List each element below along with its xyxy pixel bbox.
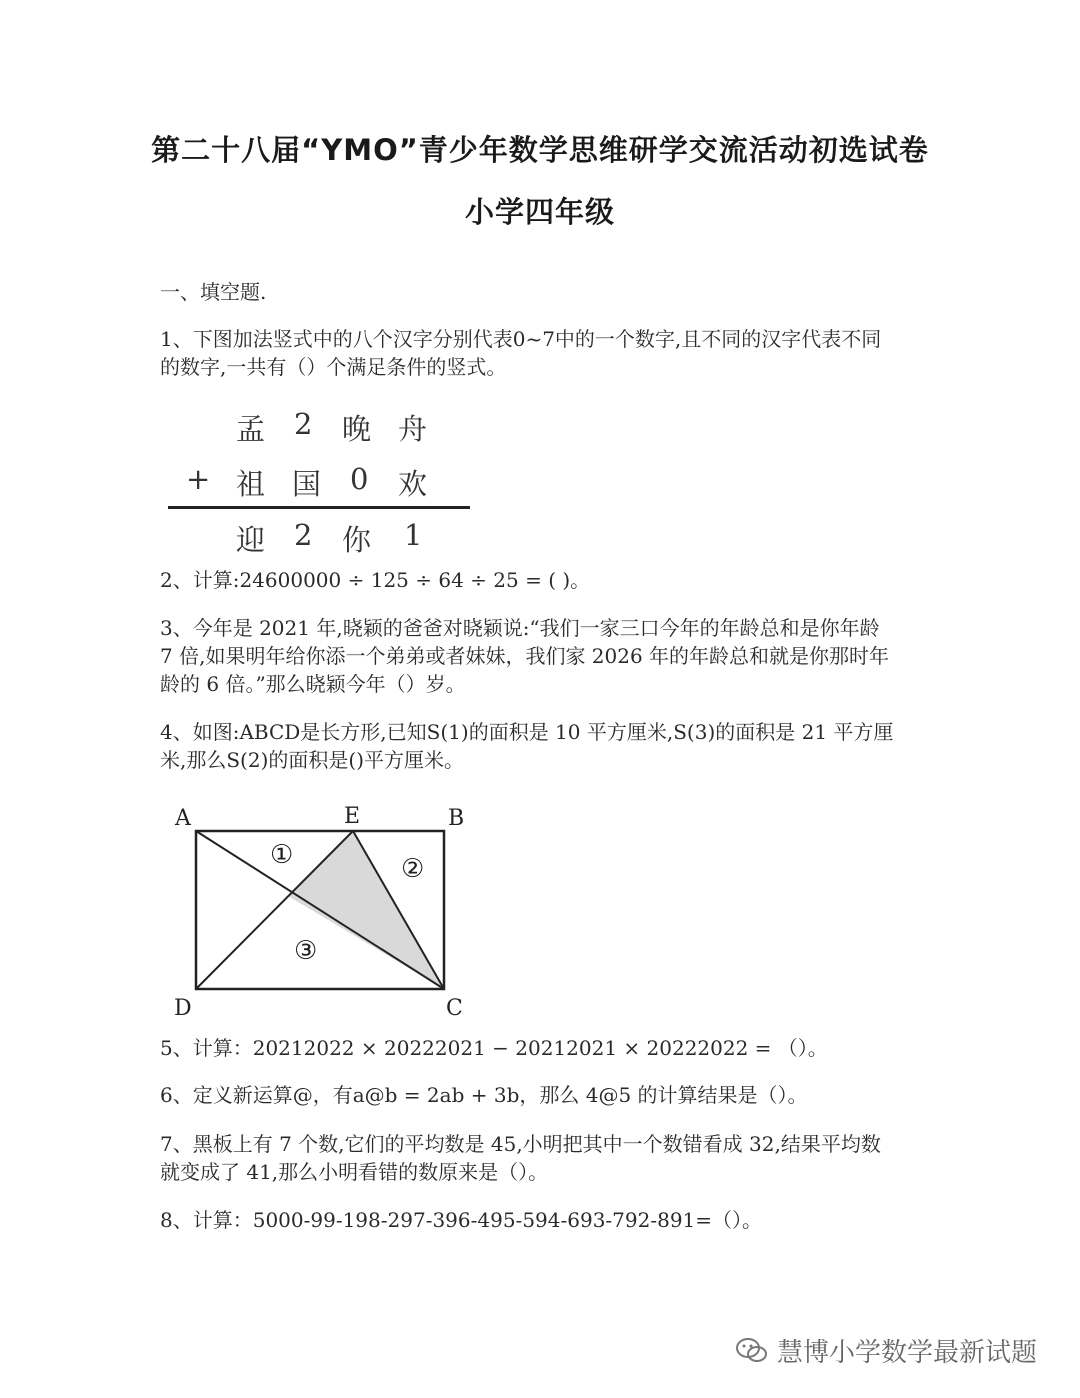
plus-sign: +: [186, 462, 211, 496]
label-b: B: [448, 806, 465, 831]
sum-digit3: 你: [342, 523, 372, 557]
sum-digit1: 迎: [236, 523, 266, 557]
problem-4: [160, 718, 930, 774]
problem-4-line1: 4、如图:ABCD是长方形,已知S(1)的面积是 10 平方厘米,S(3)的面积是 21 平方厘: [160, 720, 894, 744]
label-a: A: [175, 806, 191, 831]
problem-5: 5、计算：20212022 × 20222021 − 20212021 × 20222022 = （）。: [160, 1036, 828, 1060]
sum-rule: [168, 506, 470, 509]
region-2-label: ②: [401, 854, 425, 884]
addend2-digit2: 国: [292, 467, 322, 501]
addend1-digit1: 孟: [236, 412, 266, 446]
region-3-label: ③: [294, 936, 318, 966]
problem-3-line3: 龄的 6 倍。”那么晓颖今年（）岁。: [160, 672, 466, 696]
problem-7-line1: 7、黑板上有 7 个数,它们的平均数是 45,小明把其中一个数错看成 32,结果平均数: [160, 1132, 881, 1156]
problem-3-line2: 7 倍,如果明年给你添一个弟弟或者妹妹，我们家 2026 年的年龄总和就是你那时年: [160, 644, 890, 668]
watermark: [735, 1332, 1037, 1369]
addend1-digit2: 2: [294, 407, 313, 441]
label-c: C: [446, 996, 463, 1021]
problem-3-line1: 3、今年是 2021 年,晓颖的爸爸对晓颖说:“我们一家三口今年的年龄总和是你年龄: [160, 616, 880, 640]
wechat-icon: [735, 1337, 769, 1365]
addend1-digit3: 晚: [342, 412, 372, 446]
label-d: D: [174, 996, 192, 1021]
problem-1: [160, 325, 930, 381]
addend2-digit4: 欢: [398, 467, 428, 501]
addend2-digit3: 0: [350, 462, 369, 496]
addend1-digit4: 舟: [398, 412, 428, 446]
problem-2: 2、计算:24600000 ÷ 125 ÷ 64 ÷ 25 = ( )。: [160, 568, 591, 592]
problem-7-line2: 就变成了 41,那么小明看错的数原来是（）。: [160, 1160, 549, 1184]
problem-1-line2: 的数字,一共有（）个满足条件的竖式。: [160, 355, 507, 379]
watermark-text: 慧博小学数学最新试题: [777, 1338, 1038, 1368]
problem-7: [160, 1130, 930, 1186]
rectangle-figure: [160, 795, 480, 1025]
sum-digit2: 2: [294, 518, 313, 552]
region-1-label: ①: [270, 840, 294, 870]
problem-4-line2: 米,那么S(2)的面积是()平方厘米。: [160, 748, 464, 772]
label-e: E: [344, 804, 361, 829]
exam-grade: 小学四年级: [464, 195, 615, 229]
problem-8: 8、计算：5000-99-198-297-396-495-594-693-792-891=（）。: [160, 1208, 763, 1232]
problem-3: [160, 614, 930, 698]
sum-digit4: 1: [404, 518, 423, 552]
problem-6: 6、定义新运算@，有a@b = 2ab + 3b，那么 4@5 的计算结果是（）。: [160, 1083, 808, 1107]
problem-1-line1: 1、下图加法竖式中的八个汉字分别代表0~7中的一个数字,且不同的汉字代表不同: [160, 327, 882, 351]
section-label: 一、填空题.: [160, 280, 267, 304]
addend2-digit1: 祖: [236, 467, 266, 501]
exam-title: 第二十八届“YMO”青少年数学思维研学交流活动初选试卷: [151, 133, 929, 167]
